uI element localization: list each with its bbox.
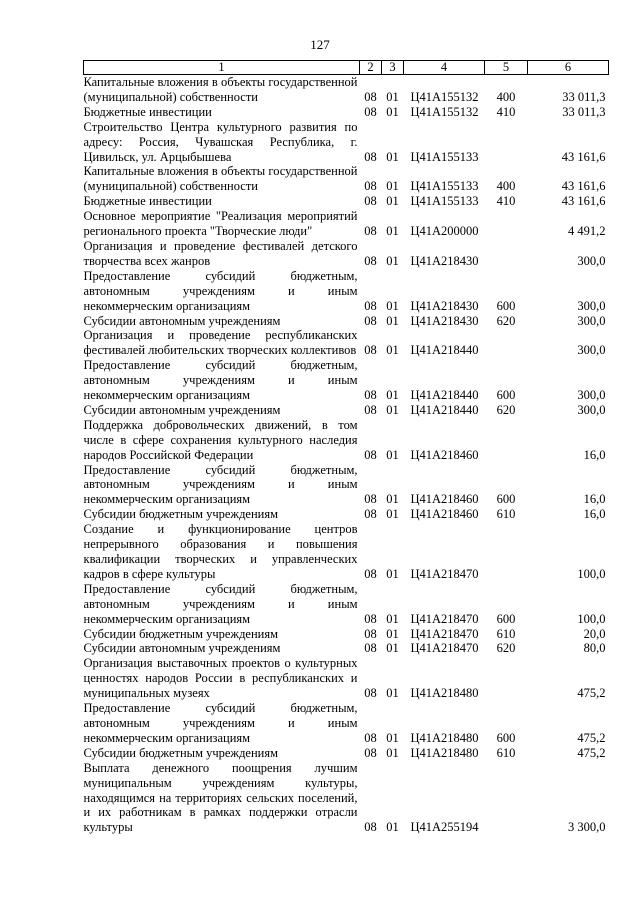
table-row — [84, 701, 609, 746]
row-section: 08 — [364, 641, 377, 656]
table-row — [84, 746, 609, 761]
row-section: 08 — [364, 343, 377, 358]
row-amount: 475,2 — [577, 730, 606, 745]
header-col-target-item: 4 — [404, 61, 485, 75]
row-name: Поддержка добровольческих движений, в том числе в сфере сохранения культурного наследия народов Российской Федерации — [83, 417, 358, 462]
row-name: Субсидии бюджетным учреждениям — [83, 745, 279, 760]
row-expense-type — [485, 761, 528, 836]
row-target-item: Ц41А155132 — [410, 89, 479, 104]
row-target-item: Ц41А218440 — [410, 402, 479, 417]
header-col-subsection: 3 — [382, 61, 404, 75]
table-row — [84, 761, 609, 836]
row-target-item: Ц41А218430 — [410, 313, 479, 328]
row-target-item: Ц41А218470 — [410, 611, 479, 626]
row-expense-type: 400 — [496, 89, 516, 104]
row-subsection: 01 — [386, 641, 399, 656]
table-row — [84, 582, 609, 627]
row-name: Предоставление субсидий бюджетным, автономным учреждениям и иным некоммерческим организациям — [83, 358, 358, 403]
row-subsection: 01 — [386, 343, 399, 358]
row-target-item: Ц41А218470 — [410, 641, 479, 656]
row-expense-type: 400 — [496, 179, 516, 194]
row-target-item: Ц41А218440 — [410, 388, 479, 403]
header-col-expense-type: 5 — [485, 61, 528, 75]
row-expense-type: 620 — [496, 402, 516, 417]
row-amount: 300,0 — [577, 298, 606, 313]
table-row — [84, 194, 609, 209]
row-section: 08 — [364, 820, 377, 835]
table-body — [84, 75, 609, 836]
row-section: 08 — [364, 388, 377, 403]
table-header-row — [84, 61, 609, 75]
row-expense-type: 600 — [496, 730, 516, 745]
row-subsection: 01 — [386, 820, 399, 835]
row-section: 08 — [364, 730, 377, 745]
row-amount: 20,0 — [583, 626, 606, 641]
row-amount: 300,0 — [577, 253, 606, 268]
row-target-item: Ц41А155133 — [410, 194, 479, 209]
row-expense-type — [485, 120, 528, 165]
row-subsection: 01 — [386, 492, 399, 507]
row-expense-type — [485, 418, 528, 463]
row-expense-type — [485, 209, 528, 239]
row-name: Предоставление субсидий бюджетным, автономным учреждениям и иным некоммерческим организациям — [83, 268, 358, 313]
row-subsection: 01 — [386, 447, 399, 462]
row-subsection: 01 — [386, 402, 399, 417]
table-row — [84, 75, 609, 105]
row-subsection: 01 — [386, 179, 399, 194]
row-amount: 300,0 — [577, 402, 606, 417]
table-row — [84, 358, 609, 403]
row-expense-type: 600 — [496, 298, 516, 313]
row-section: 08 — [364, 626, 377, 641]
row-name: Бюджетные инвестиции — [83, 194, 212, 209]
row-target-item: Ц41А218480 — [410, 745, 479, 760]
row-name: Субсидии автономным учреждениям — [83, 641, 281, 656]
row-subsection: 01 — [386, 566, 399, 581]
row-amount: 16,0 — [583, 492, 606, 507]
row-section: 08 — [364, 104, 377, 119]
row-amount: 16,0 — [583, 447, 606, 462]
row-subsection: 01 — [386, 89, 399, 104]
page-number: 127 — [310, 37, 330, 52]
row-target-item: Ц41А255194 — [410, 820, 479, 835]
row-amount: 300,0 — [577, 343, 606, 358]
row-section: 08 — [364, 686, 377, 701]
row-amount: 4 491,2 — [568, 224, 606, 239]
row-subsection: 01 — [386, 611, 399, 626]
table-row — [84, 328, 609, 358]
row-target-item: Ц41А218470 — [410, 626, 479, 641]
row-amount: 300,0 — [577, 388, 606, 403]
row-name: Субсидии автономным учреждениям — [83, 313, 281, 328]
row-section: 08 — [364, 298, 377, 313]
table-row — [84, 105, 609, 120]
table-row — [84, 269, 609, 314]
row-amount: 43 161,6 — [561, 179, 606, 194]
row-amount: 100,0 — [577, 611, 606, 626]
row-name: Капитальные вложения в объекты государственной (муниципальной) собственности — [83, 75, 358, 104]
row-subsection: 01 — [386, 745, 399, 760]
row-amount: 3 300,0 — [568, 820, 606, 835]
row-expense-type — [485, 328, 528, 358]
row-expense-type — [485, 239, 528, 269]
row-name: Организация выставочных проектов о культурных ценностях народов России в республиканских и муниципальных музеях — [83, 656, 358, 701]
row-subsection: 01 — [386, 253, 399, 268]
row-name: Основное мероприятие "Реализация мероприятий регионального проекта "Творческие люди" — [83, 209, 358, 239]
row-expense-type: 610 — [496, 626, 516, 641]
row-target-item: Ц41А218460 — [410, 492, 479, 507]
row-name: Организация и проведение республиканских фестивалей любительских творческих коллективов — [83, 328, 358, 358]
budget-table — [83, 60, 609, 835]
row-expense-type: 620 — [496, 313, 516, 328]
row-section: 08 — [364, 611, 377, 626]
row-amount: 475,2 — [577, 745, 606, 760]
row-amount: 16,0 — [583, 507, 606, 522]
row-expense-type: 600 — [496, 611, 516, 626]
row-section: 08 — [364, 194, 377, 209]
row-target-item: Ц41А155133 — [410, 179, 479, 194]
row-target-item: Ц41А218460 — [410, 507, 479, 522]
row-section: 08 — [364, 566, 377, 581]
row-expense-type: 620 — [496, 641, 516, 656]
row-target-item: Ц41А155132 — [410, 104, 479, 119]
row-expense-type: 410 — [496, 194, 516, 209]
row-amount: 475,2 — [577, 686, 606, 701]
table-row — [84, 403, 609, 418]
header-col-name: 1 — [84, 61, 360, 75]
row-expense-type: 410 — [496, 104, 516, 119]
row-subsection: 01 — [386, 686, 399, 701]
table-row — [84, 522, 609, 582]
row-expense-type: 610 — [496, 507, 516, 522]
row-target-item: Ц41А218460 — [410, 447, 479, 462]
row-subsection: 01 — [386, 507, 399, 522]
row-amount: 300,0 — [577, 313, 606, 328]
table-row — [84, 656, 609, 701]
table-row — [84, 641, 609, 656]
row-amount: 80,0 — [583, 641, 606, 656]
row-name: Субсидии бюджетным учреждениям — [83, 626, 279, 641]
row-subsection: 01 — [386, 313, 399, 328]
row-expense-type: 600 — [496, 388, 516, 403]
row-amount: 43 161,6 — [561, 194, 606, 209]
table-row — [84, 239, 609, 269]
table-row — [84, 627, 609, 642]
row-expense-type: 610 — [496, 745, 516, 760]
row-expense-type: 600 — [496, 492, 516, 507]
row-name: Бюджетные инвестиции — [83, 104, 212, 119]
table-row — [84, 463, 609, 508]
row-target-item: Ц41А218480 — [410, 730, 479, 745]
row-subsection: 01 — [386, 104, 399, 119]
row-name: Предоставление субсидий бюджетным, автономным учреждениям и иным некоммерческим организациям — [83, 581, 358, 626]
row-subsection: 01 — [386, 730, 399, 745]
table-row — [84, 507, 609, 522]
table-row — [84, 314, 609, 329]
row-section: 08 — [364, 89, 377, 104]
row-subsection: 01 — [386, 298, 399, 313]
row-amount: 100,0 — [577, 566, 606, 581]
row-amount: 43 161,6 — [561, 149, 606, 164]
row-subsection: 01 — [386, 388, 399, 403]
row-subsection: 01 — [386, 626, 399, 641]
table-row — [84, 120, 609, 165]
row-subsection: 01 — [386, 224, 399, 239]
row-section: 08 — [364, 447, 377, 462]
row-section: 08 — [364, 402, 377, 417]
table-row — [84, 164, 609, 194]
row-name: Предоставление субсидий бюджетным, автономным учреждениям и иным некоммерческим организациям — [83, 462, 358, 507]
row-section: 08 — [364, 313, 377, 328]
row-target-item: Ц41А218440 — [410, 343, 479, 358]
header-col-amount: 6 — [528, 61, 609, 75]
row-target-item: Ц41А218480 — [410, 686, 479, 701]
row-subsection: 01 — [386, 149, 399, 164]
row-section: 08 — [364, 507, 377, 522]
table-row — [84, 209, 609, 239]
row-target-item: Ц41А218470 — [410, 566, 479, 581]
row-section: 08 — [364, 492, 377, 507]
row-target-item: Ц41А155133 — [410, 149, 479, 164]
row-section: 08 — [364, 224, 377, 239]
row-section: 08 — [364, 253, 377, 268]
row-name: Капитальные вложения в объекты государственной (муниципальной) собственности — [83, 164, 358, 194]
row-target-item: Ц41А218430 — [410, 298, 479, 313]
row-name: Строительство Центра культурного развития по адресу: Россия, Чувашская Республика, г. Цивильск, ул. Арцыбышева — [83, 119, 358, 164]
row-target-item: Ц41А218430 — [410, 253, 479, 268]
table-row — [84, 418, 609, 463]
row-name: Субсидии бюджетным учреждениям — [83, 507, 279, 522]
row-subsection: 01 — [386, 194, 399, 209]
row-amount: 33 011,3 — [562, 104, 606, 119]
row-name: Субсидии автономным учреждениям — [83, 402, 281, 417]
row-name: Выплата денежного поощрения лучшим муниципальным учреждениям культуры, находящимся на территориях сельских поселений, и их работникам в рамках поддержки отрасли культуры — [83, 760, 358, 835]
row-amount: 33 011,3 — [562, 89, 606, 104]
row-target-item: Ц41А200000 — [410, 224, 479, 239]
header-col-section: 2 — [360, 61, 382, 75]
row-expense-type — [485, 522, 528, 582]
row-section: 08 — [364, 745, 377, 760]
row-section: 08 — [364, 149, 377, 164]
row-name: Предоставление субсидий бюджетным, автономным учреждениям и иным некоммерческим организациям — [83, 701, 358, 745]
row-section: 08 — [364, 179, 377, 194]
row-expense-type — [485, 656, 528, 701]
row-name: Организация и проведение фестивалей детского творчества всех жанров — [83, 238, 358, 268]
row-name: Создание и функционирование центров непрерывного образования и повышения квалификации творческих и управленческих кадров в сфере культуры — [83, 522, 358, 581]
